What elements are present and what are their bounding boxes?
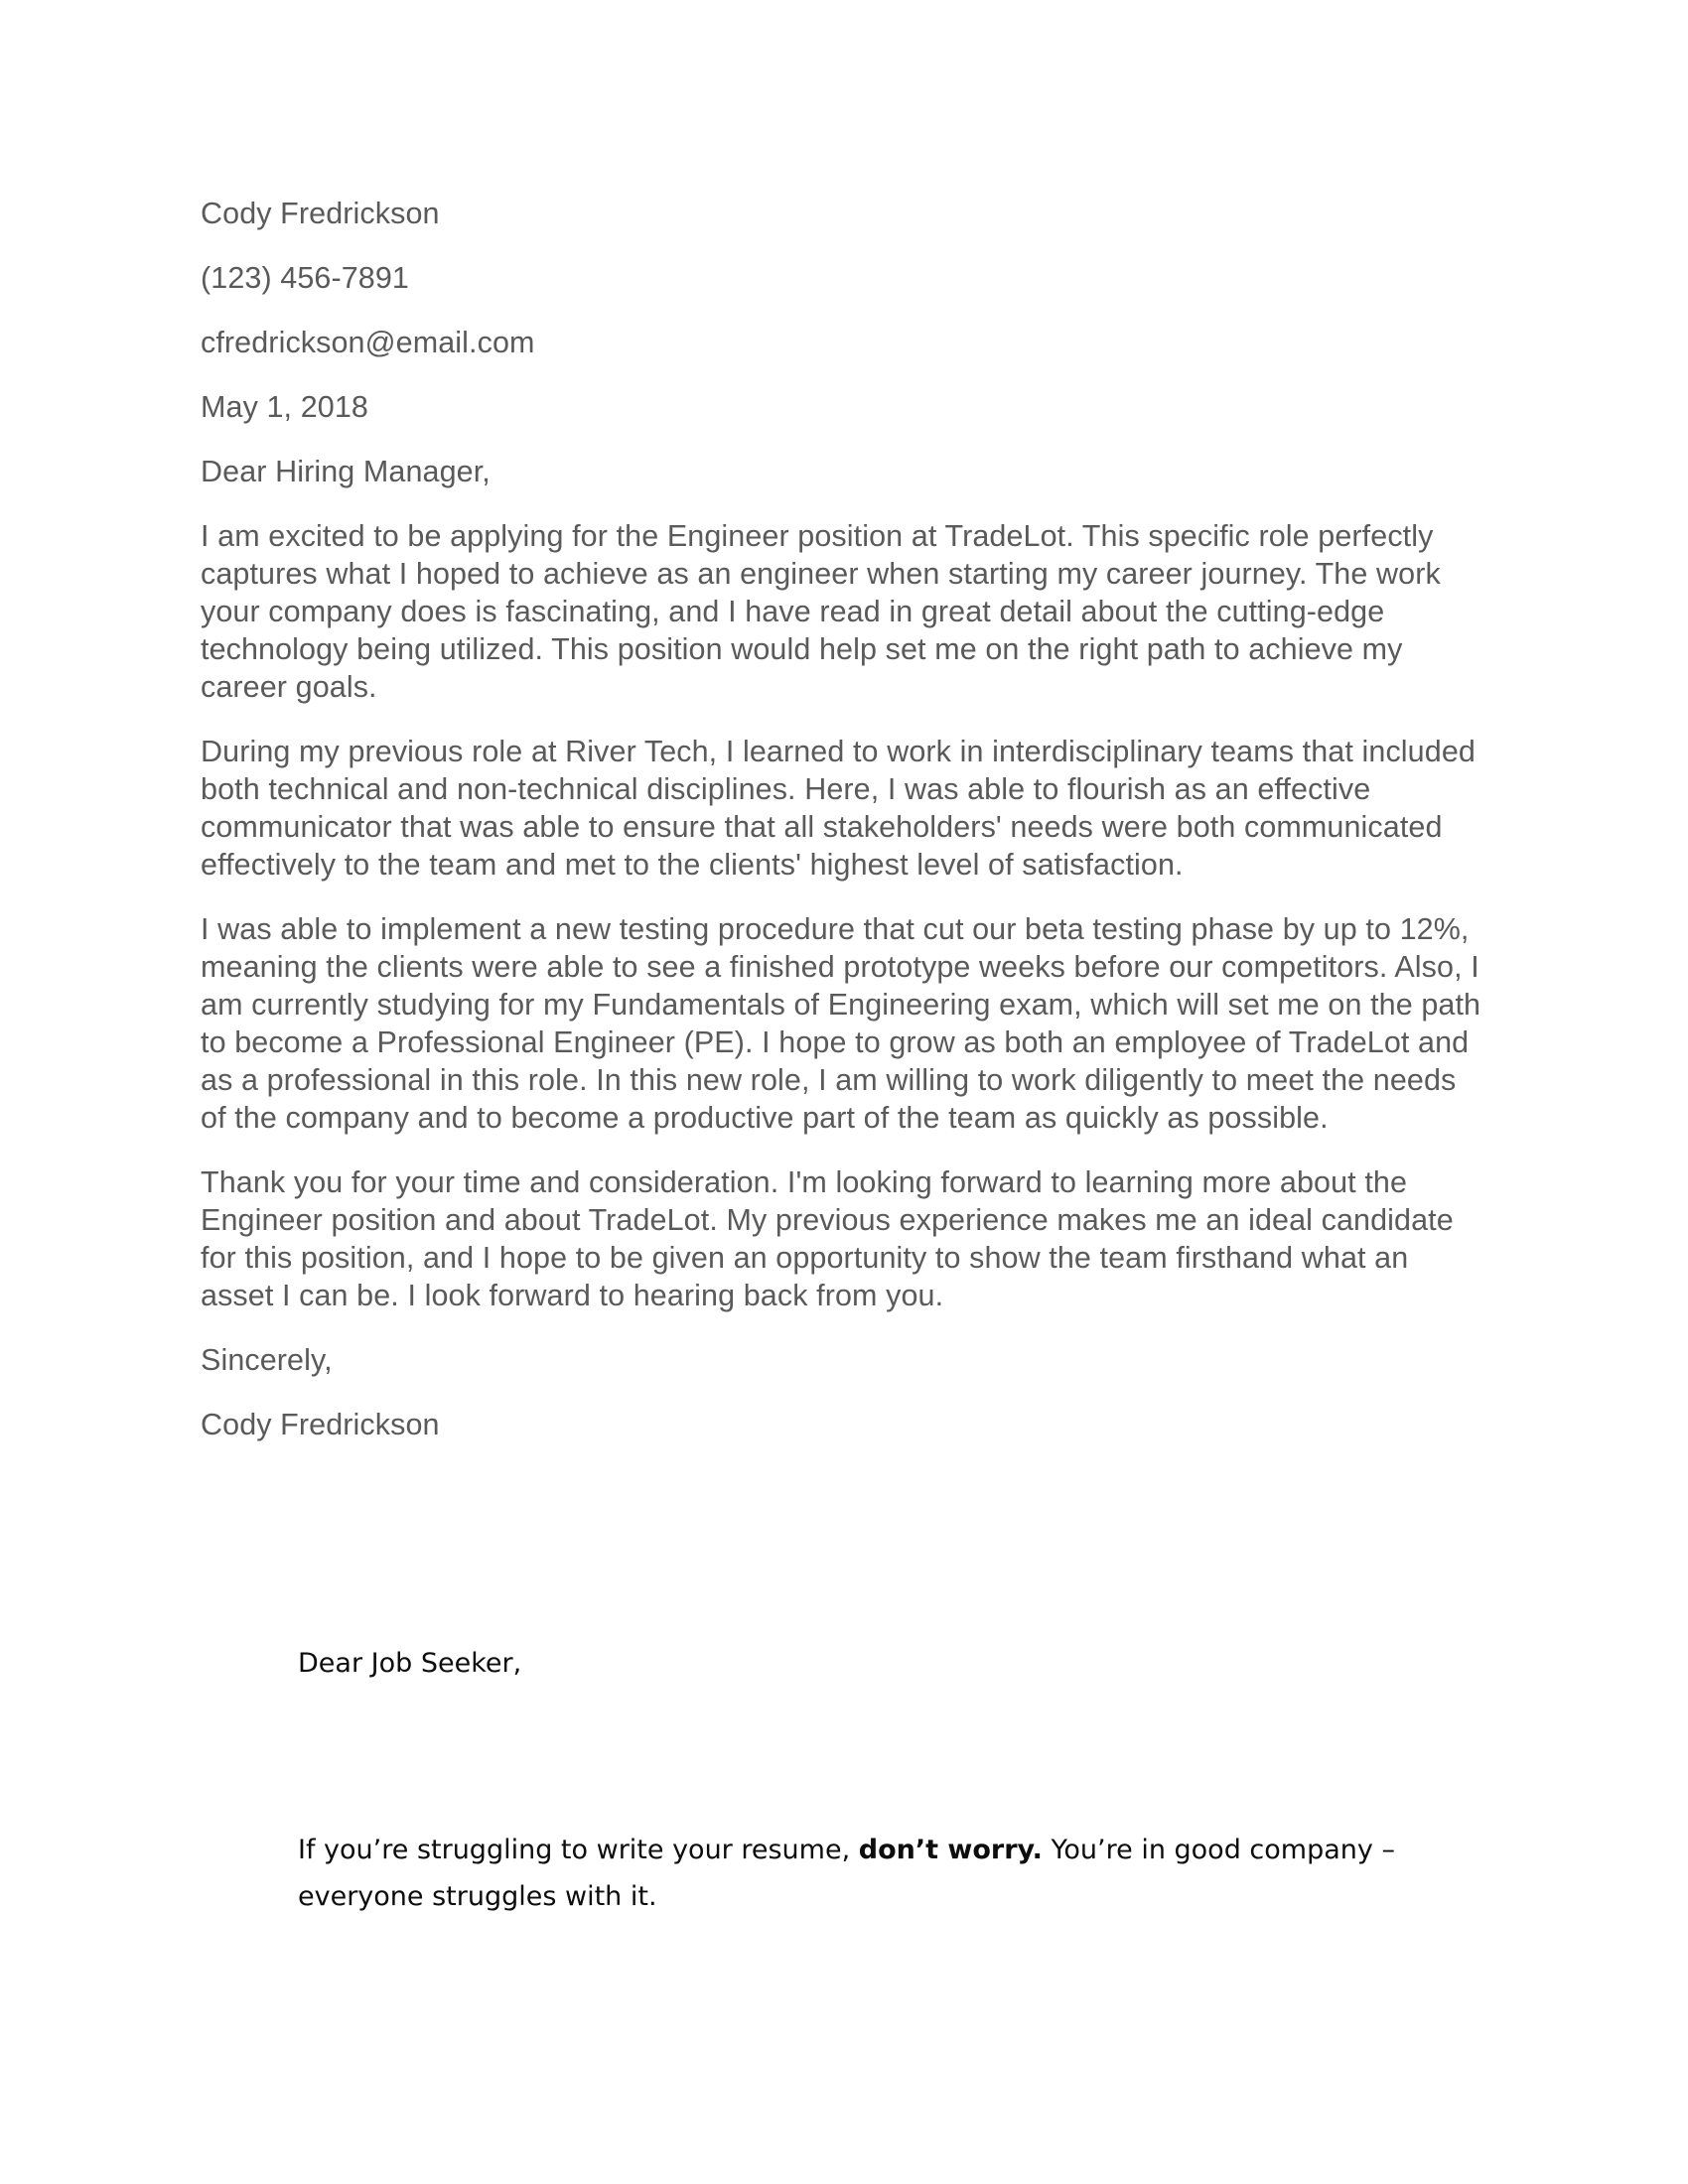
sender-phone: (123) 456-7891 bbox=[201, 261, 409, 295]
overlay-text-lead: If you’re struggling to write your resume, bbox=[298, 1835, 859, 1865]
cover-letter bbox=[201, 195, 1483, 1443]
letter-paragraph-4: Thank you for your time and consideration. I'm looking forward to learning more about the Engineer position and about TradeLot. My previous experience makes me an ideal candidate for this position, and I hope to be given an opportunity to show the team firsthand what an asset I can be. I look forward to hearing back from you. bbox=[201, 1165, 1454, 1312]
overlay-document bbox=[298, 1640, 1420, 1920]
overlay-text-emphasis: don’t worry. bbox=[858, 1835, 1043, 1865]
letter-paragraph-3: I was able to implement a new testing procedure that cut our beta testing phase by up to 12%, meaning the clients were able to see a finished prototype weeks before our competitors. Also, I am currently studying for my Fundamentals of Engineering exam, which will set me on the path to become a Professional Engineer (PE). I hope to grow as both an employee of TradeLot and as a professional in this role. In this new role, I am willing to work diligently to meet the needs of the company and to become a productive part of the team as quickly as possible. bbox=[201, 912, 1481, 1135]
letter-signature-name: Cody Fredrickson bbox=[201, 1408, 440, 1441]
overlay-salutation: Dear Job Seeker, bbox=[298, 1648, 522, 1679]
sender-name: Cody Fredrickson bbox=[201, 197, 440, 230]
overlay-text-tail: You’re in good company – everyone struggles with it. bbox=[298, 1835, 1395, 1912]
overlay-blank-lines bbox=[298, 1687, 1420, 1827]
letter-salutation: Dear Hiring Manager, bbox=[201, 455, 491, 488]
letter-paragraph-1: I am excited to be applying for the Engineer position at TradeLot. This specific role perfectly captures what I hoped to achieve as an engineer when starting my career journey. The work your company does is fascinating, and I have read in great detail about the cutting-edge technology being utilized. This position would help set me on the right path to achieve my career goals. bbox=[201, 519, 1441, 704]
letter-date: May 1, 2018 bbox=[201, 390, 368, 424]
overlay-paragraph bbox=[298, 1827, 1420, 1920]
letter-closing: Sincerely, bbox=[201, 1343, 333, 1377]
letter-paragraph-2: During my previous role at River Tech, I learned to work in interdisciplinary teams that included both technical and non-technical disciplines. Here, I was able to flourish as an effective communicator that was able to ensure that all stakeholders' needs were both communicated effectively to the team and met to the clients' highest level of satisfaction. bbox=[201, 735, 1476, 882]
sender-email: cfredrickson@email.com bbox=[201, 326, 535, 359]
